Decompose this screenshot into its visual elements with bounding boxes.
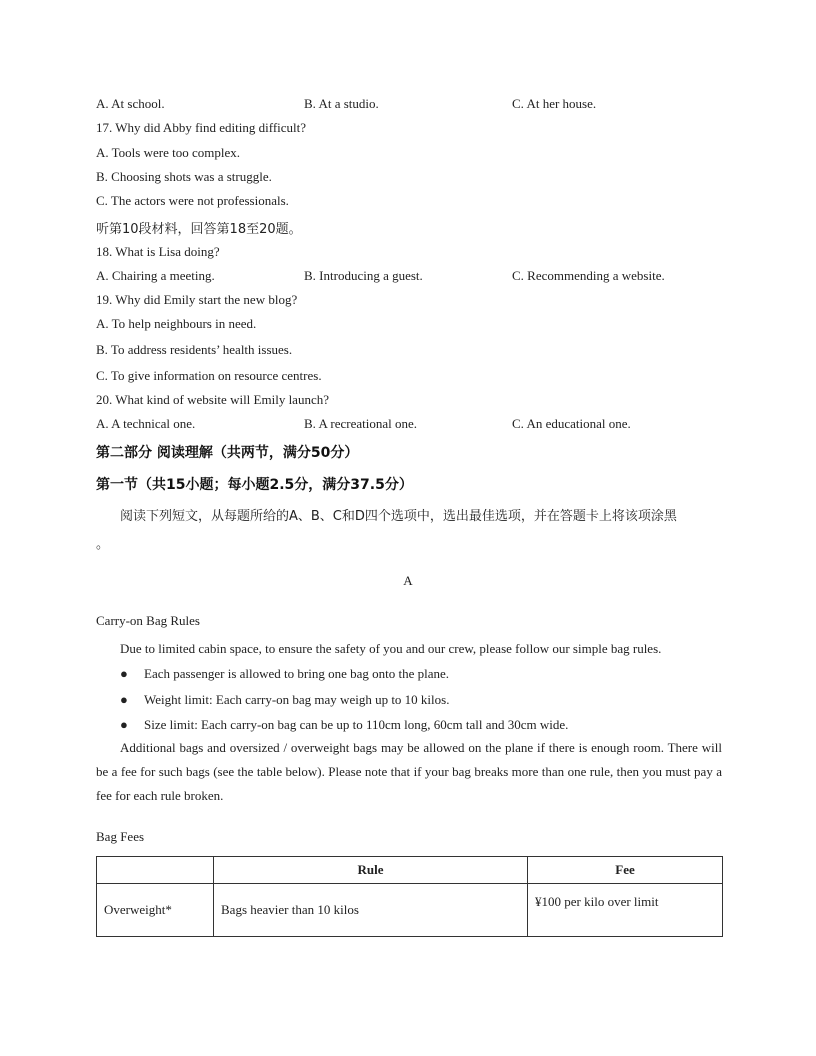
bullet-text: Each passenger is allowed to bring one bag onto the plane. [144, 666, 450, 681]
q19-option-a: A. To help neighbours in need. [96, 316, 257, 331]
table-row [97, 884, 723, 937]
table-header-fee: Fee [528, 857, 723, 884]
q19-option-b: B. To address residents’ health issues. [96, 342, 293, 357]
section-10-instruction: 听第10段材料，回答第18至20题。 [96, 222, 302, 237]
q17-option-b: B. Choosing shots was a struggle. [96, 169, 272, 184]
table-header-empty [97, 857, 214, 884]
bullet-dot-icon: ● [120, 717, 128, 732]
bullet-dot-icon: ● [120, 666, 128, 681]
q17-question: 17. Why did Abby find editing difficult? [96, 120, 307, 135]
table-header-rule: Rule [214, 857, 528, 884]
q19-option-c: C. To give information on resource centres. [96, 368, 322, 383]
table-header-row [97, 857, 723, 884]
bullet-text: Size limit: Each carry-on bag can be up to 110cm long, 60cm tall and 30cm wide. [144, 717, 569, 732]
q16-option-c: C. At her house. [512, 96, 597, 111]
reading-instructions: 阅读下列短文，从每题所给的A、B、C和D四个选项中，选出最佳选项，并在答题卡上将该项涂黑 [120, 509, 677, 524]
q18-option-c: C. Recommending a website. [512, 268, 665, 283]
passage-intro: Due to limited cabin space, to ensure the safety of you and our crew, please follow our simple bag rules. [120, 641, 662, 656]
fees-title: Bag Fees [96, 829, 145, 844]
part2-title: 第二部分 阅读理解（共两节，满分50分） [96, 445, 359, 461]
table-cell-rule: Bags heavier than 10 kilos [214, 884, 528, 937]
q17-option-c: C. The actors were not professionals. [96, 193, 289, 208]
reading-instructions-end: 。 [96, 537, 110, 552]
q20-option-c: C. An educational one. [512, 416, 631, 431]
passage-title: Carry-on Bag Rules [96, 613, 200, 628]
q19-question: 19. Why did Emily start the new blog? [96, 292, 298, 307]
q20-question: 20. What kind of website will Emily launch? [96, 392, 329, 407]
bullet-item [120, 692, 449, 708]
q16-option-b: B. At a studio. [304, 96, 379, 111]
q20-option-b: B. A recreational one. [304, 416, 417, 431]
q18-option-b: B. Introducing a guest. [304, 268, 423, 283]
bullet-item [120, 666, 449, 682]
table-cell-category: Overweight* [97, 884, 214, 937]
q17-option-a: A. Tools were too complex. [96, 145, 240, 160]
table-cell-fee: ¥100 per kilo over limit [528, 884, 723, 937]
q16-option-a: A. At school. [96, 96, 165, 111]
section1-title: 第一节（共15小题；每小题2.5分，满分37.5分） [96, 477, 413, 493]
fees-table [96, 856, 723, 937]
q18-question: 18. What is Lisa doing? [96, 244, 220, 259]
bullet-item [120, 717, 568, 733]
bullet-text: Weight limit: Each carry-on bag may weigh up to 10 kilos. [144, 692, 450, 707]
q20-option-a: A. A technical one. [96, 416, 196, 431]
passage-letter: A [403, 573, 413, 588]
bullet-dot-icon: ● [120, 692, 128, 707]
q18-option-a: A. Chairing a meeting. [96, 268, 215, 283]
passage-paragraph: Additional bags and oversized / overweight bags may be allowed on the plane if there is enough room. There will be a fee for such bags (see the table below). Please note that if your bag breaks more than one rule, then you must pay a fee for each rule broken. [96, 740, 722, 803]
